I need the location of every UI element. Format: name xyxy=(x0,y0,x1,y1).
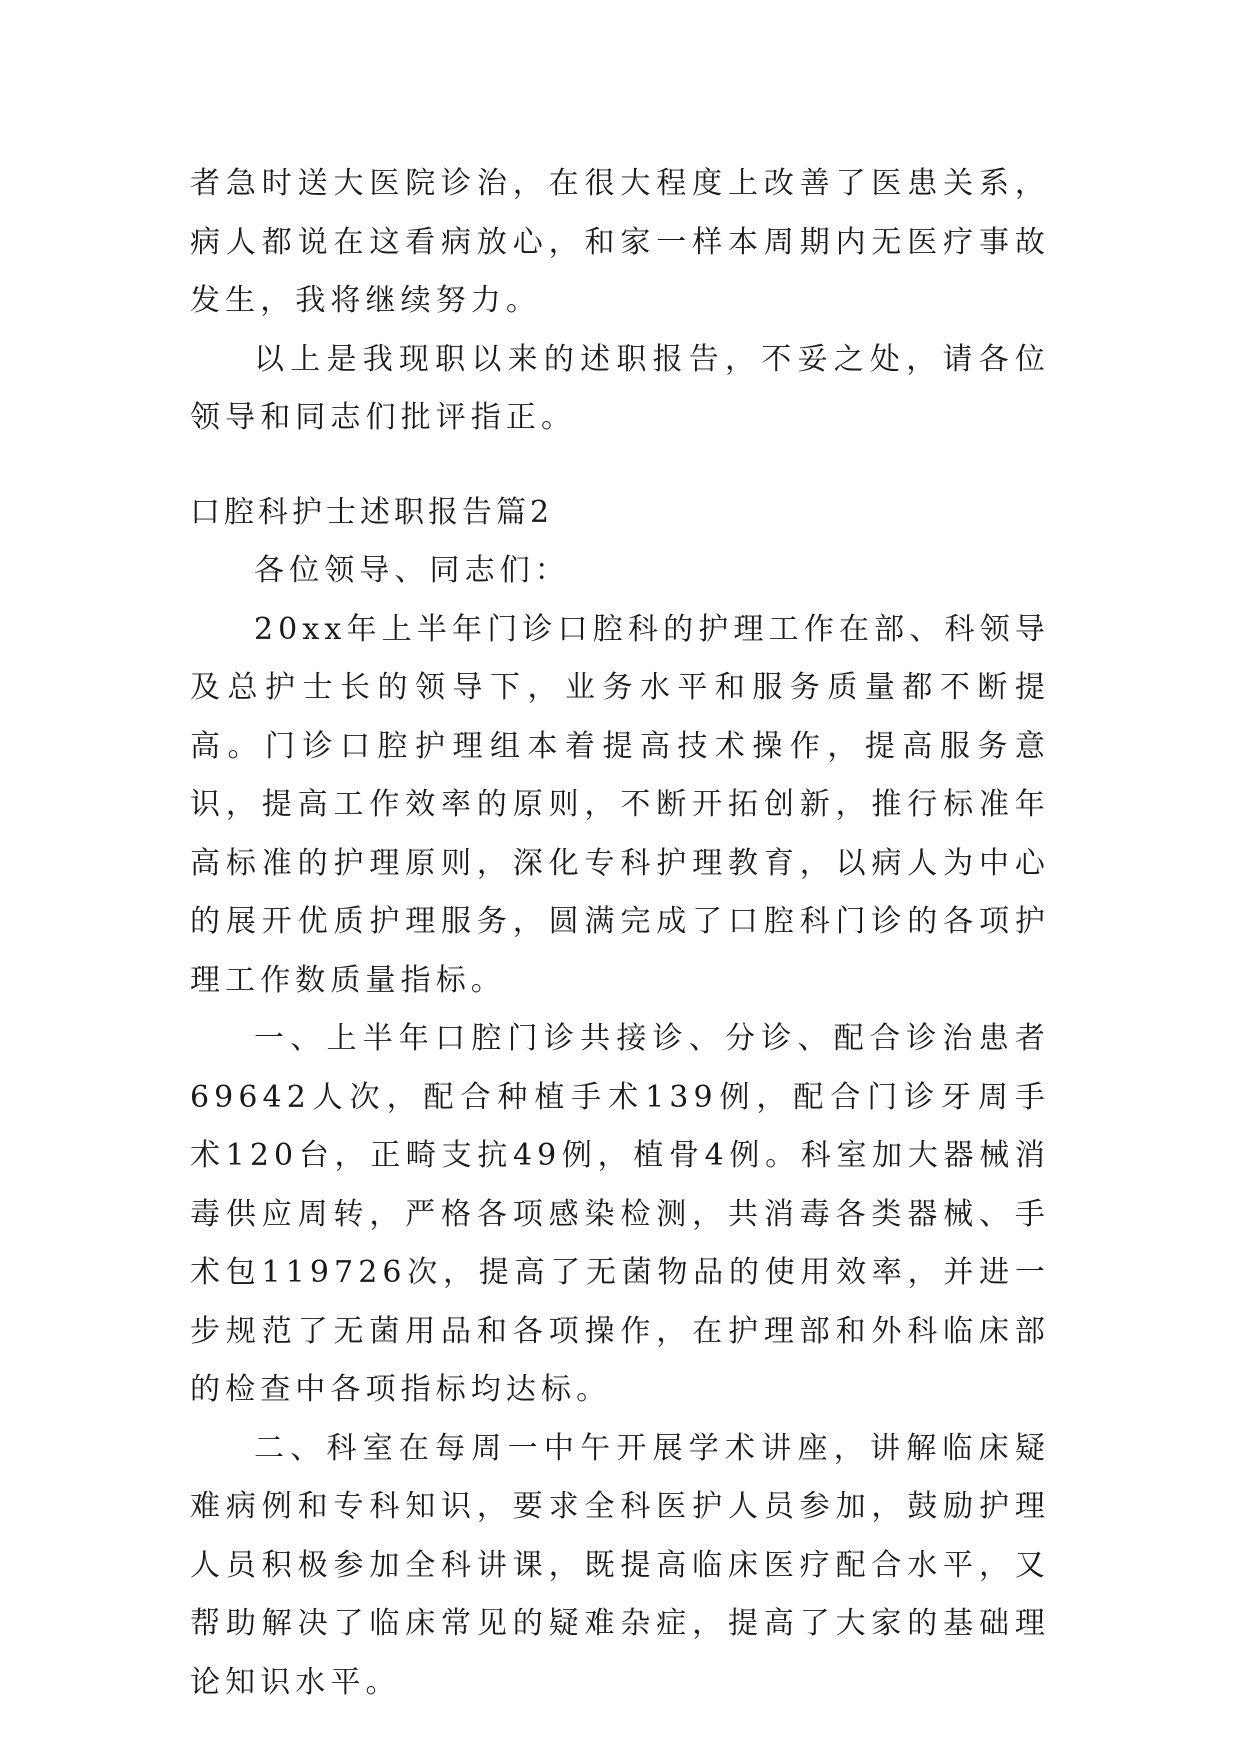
paragraph-continuation: 者急时送大医院诊治，在很大程度上改善了医患关系，病人都说在这看病放心，和家一样本周期内无医疗事故发生，我将继续努力。 xyxy=(190,166,1050,318)
paragraph-item-two: 二、科室在每周一中午开展学术讲座，讲解临床疑难病例和专科知识，要求全科医护人员参加，鼓励护理人员积极参加全科讲课，既提高临床医疗配合水平，又帮助解决了临床常见的疑难杂症，提高了大家的基础理论知识水平。 xyxy=(190,1430,1050,1700)
paragraph-closing: 以上是我现职以来的述职报告，不妥之处，请各位领导和同志们批评指正。 xyxy=(190,341,1050,435)
paragraph-salutation: 各位领导、同志们： xyxy=(254,553,570,588)
paragraph-intro: 20xx年上半年门诊口腔科的护理工作在部、科领导及总护士长的领导下，业务水平和服务质量都不断提高。门诊口腔护理组本着提高技术操作，提高服务意识，提高工作效率的原则，不断开拓创新，推行标准年高标准的护理原则，深化专科护理教育，以病人为中心的展开优质护理服务，圆满完成了口腔科门诊的各项护理工作数质量指标。 xyxy=(190,611,1050,998)
paragraph-item-one: 一、上半年口腔门诊共接诊、分诊、配合诊治患者69642人次，配合种植手术139例，配合门诊牙周手术120台，正畸支抗49例，植骨4例。科室加大器械消毒供应周转，严格各项感染检测，共消毒各类器械、手术包119726次，提高了无菌物品的使用效率，并进一步规范了无菌用品和各项操作，在护理部和外科临床部的检查中各项指标均达标。 xyxy=(190,1021,1050,1407)
section-title: 口腔科护士述职报告篇2 xyxy=(190,494,554,530)
document-page xyxy=(190,155,1050,1712)
